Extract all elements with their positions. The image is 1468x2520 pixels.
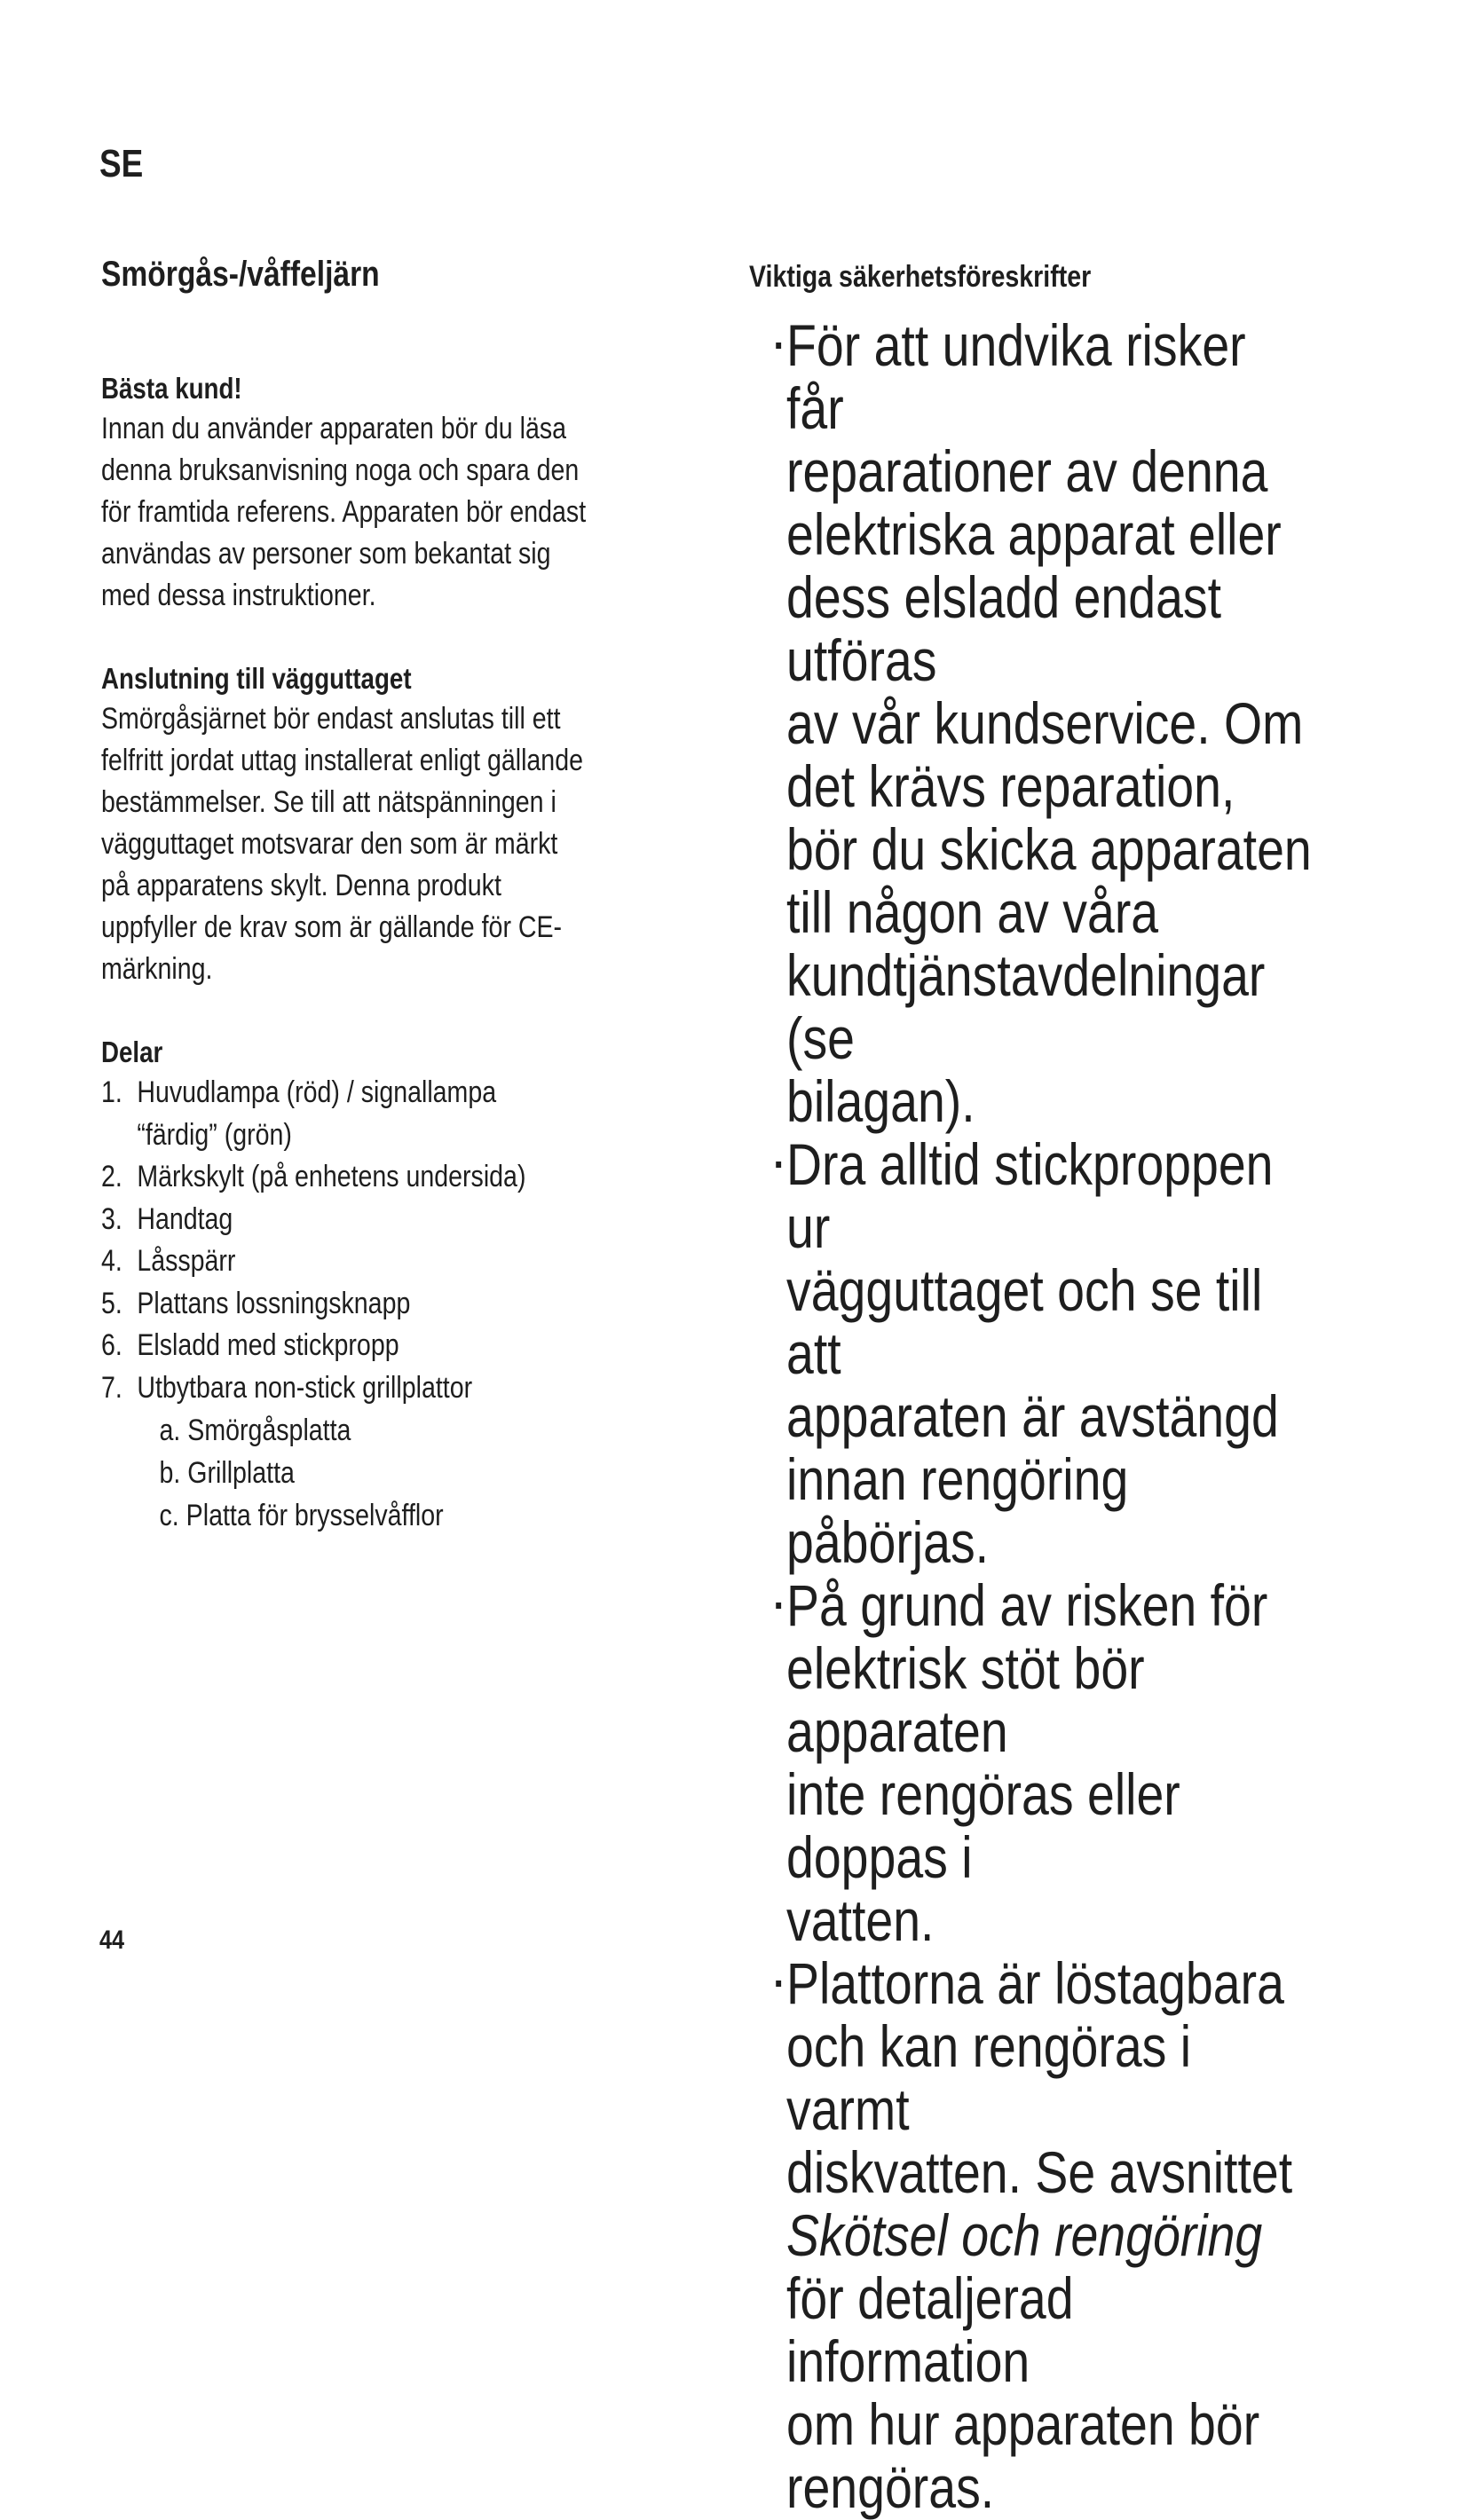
part-label: Plattans lossningsknapp — [137, 1286, 411, 1320]
part-item — [101, 1240, 638, 1283]
safety-item-unplug — [749, 1133, 1315, 1574]
right-column — [749, 257, 1315, 2519]
part-item — [101, 1325, 638, 1367]
part-item — [101, 1156, 638, 1199]
language-code: SE — [99, 142, 144, 185]
connection-section — [101, 659, 638, 990]
part-number: 5. — [101, 1286, 122, 1320]
intro-paragraph: Innan du använder apparaten bör du läsa denna bruksanvisning noga och spara den för framtida referens. Apparaten bör endast användas av personer som bekantat sig med dessa instruktioner. — [101, 412, 587, 612]
part-item — [101, 1199, 638, 1241]
part-number: 1. — [101, 1075, 122, 1109]
part-label: Märkskylt (på enhetens undersida) — [137, 1160, 526, 1193]
part-label: Låsspärr — [137, 1244, 236, 1278]
safety-text: för detaljerad information om hur apparaten bör rengöras. — [786, 2265, 1260, 2520]
intro-section — [101, 369, 638, 617]
safety-text: Dra alltid stickproppen ur vägguttaget och se till att apparaten är avstängd innan rengöring påbörjas. — [786, 1131, 1279, 1575]
bullet-square-icon — [776, 1981, 781, 1987]
safety-text: Plattorna är löstagbara och kan rengöras i varmt diskvatten. Se avsnittet — [786, 1950, 1293, 2205]
connection-paragraph: Smörgåsjärnet bör endast anslutas till ett felfritt jordat uttag installerat enligt gällande bestämmelser. Se till att nätspänningen i vägguttaget motsvarar den som är märkt på apparatens skylt. Denna produkt uppfyller de krav som är gällande för CE- märkning. — [101, 702, 583, 986]
part-number: 4. — [101, 1244, 122, 1278]
part-label: Handtag — [137, 1201, 233, 1236]
part-number: 3. — [101, 1201, 122, 1236]
bullet-square-icon — [776, 1162, 781, 1168]
part-item — [101, 1367, 638, 1410]
plate-subitem: a. Smörgåsplatta — [159, 1414, 351, 1447]
part-number: 6. — [101, 1328, 122, 1362]
care-section-reference: Skötsel och rengöring — [786, 2202, 1263, 2268]
safety-list — [749, 314, 1315, 2519]
part-label: Huvudlampa (röd) / signallampa “färdig” (grön) — [137, 1075, 497, 1152]
bullet-square-icon — [776, 1603, 781, 1609]
safety-text: På grund av risken för elektrisk stöt bör apparaten inte rengöras eller doppas i vatten. — [786, 1572, 1268, 1953]
left-column — [101, 252, 638, 1579]
safety-item-repairs — [749, 314, 1315, 1133]
page-number: 44 — [99, 1925, 125, 1955]
part-item — [101, 1072, 638, 1156]
parts-section — [101, 1033, 638, 1537]
plate-subitem: c. Platta för brysselvåfflor — [159, 1499, 444, 1532]
plate-subitem: b. Grillplatta — [159, 1456, 295, 1490]
part-item — [101, 1283, 638, 1326]
bullet-square-icon — [776, 343, 781, 349]
part-number: 2. — [101, 1160, 122, 1193]
safety-text: För att undvika risker får reparationer av denna elektriska apparat eller dess elsladd endast utföras av vår kundservice. Om det krävs reparation, bör du skicka apparaten till någon av våra kundtjänstavdelningar (se bilagan). — [786, 312, 1312, 1134]
safety-item-plates — [749, 1952, 1315, 2519]
connection-heading: Anslutning till vägguttaget — [101, 662, 412, 695]
parts-list — [101, 1072, 638, 1409]
safety-item-shock — [749, 1574, 1315, 1952]
parts-heading: Delar — [101, 1036, 163, 1068]
plate-sublist — [101, 1409, 638, 1537]
part-number: 7. — [101, 1370, 122, 1405]
safety-heading: Viktiga säkerhetsföreskrifter — [749, 260, 1092, 294]
part-label: Elsladd med stickpropp — [137, 1328, 399, 1362]
part-label: Utbytbara non-stick grillplattor — [137, 1370, 473, 1405]
greeting-heading: Bästa kund! — [101, 372, 242, 405]
document-title: Smörgås-/våffeljärn — [101, 255, 380, 294]
